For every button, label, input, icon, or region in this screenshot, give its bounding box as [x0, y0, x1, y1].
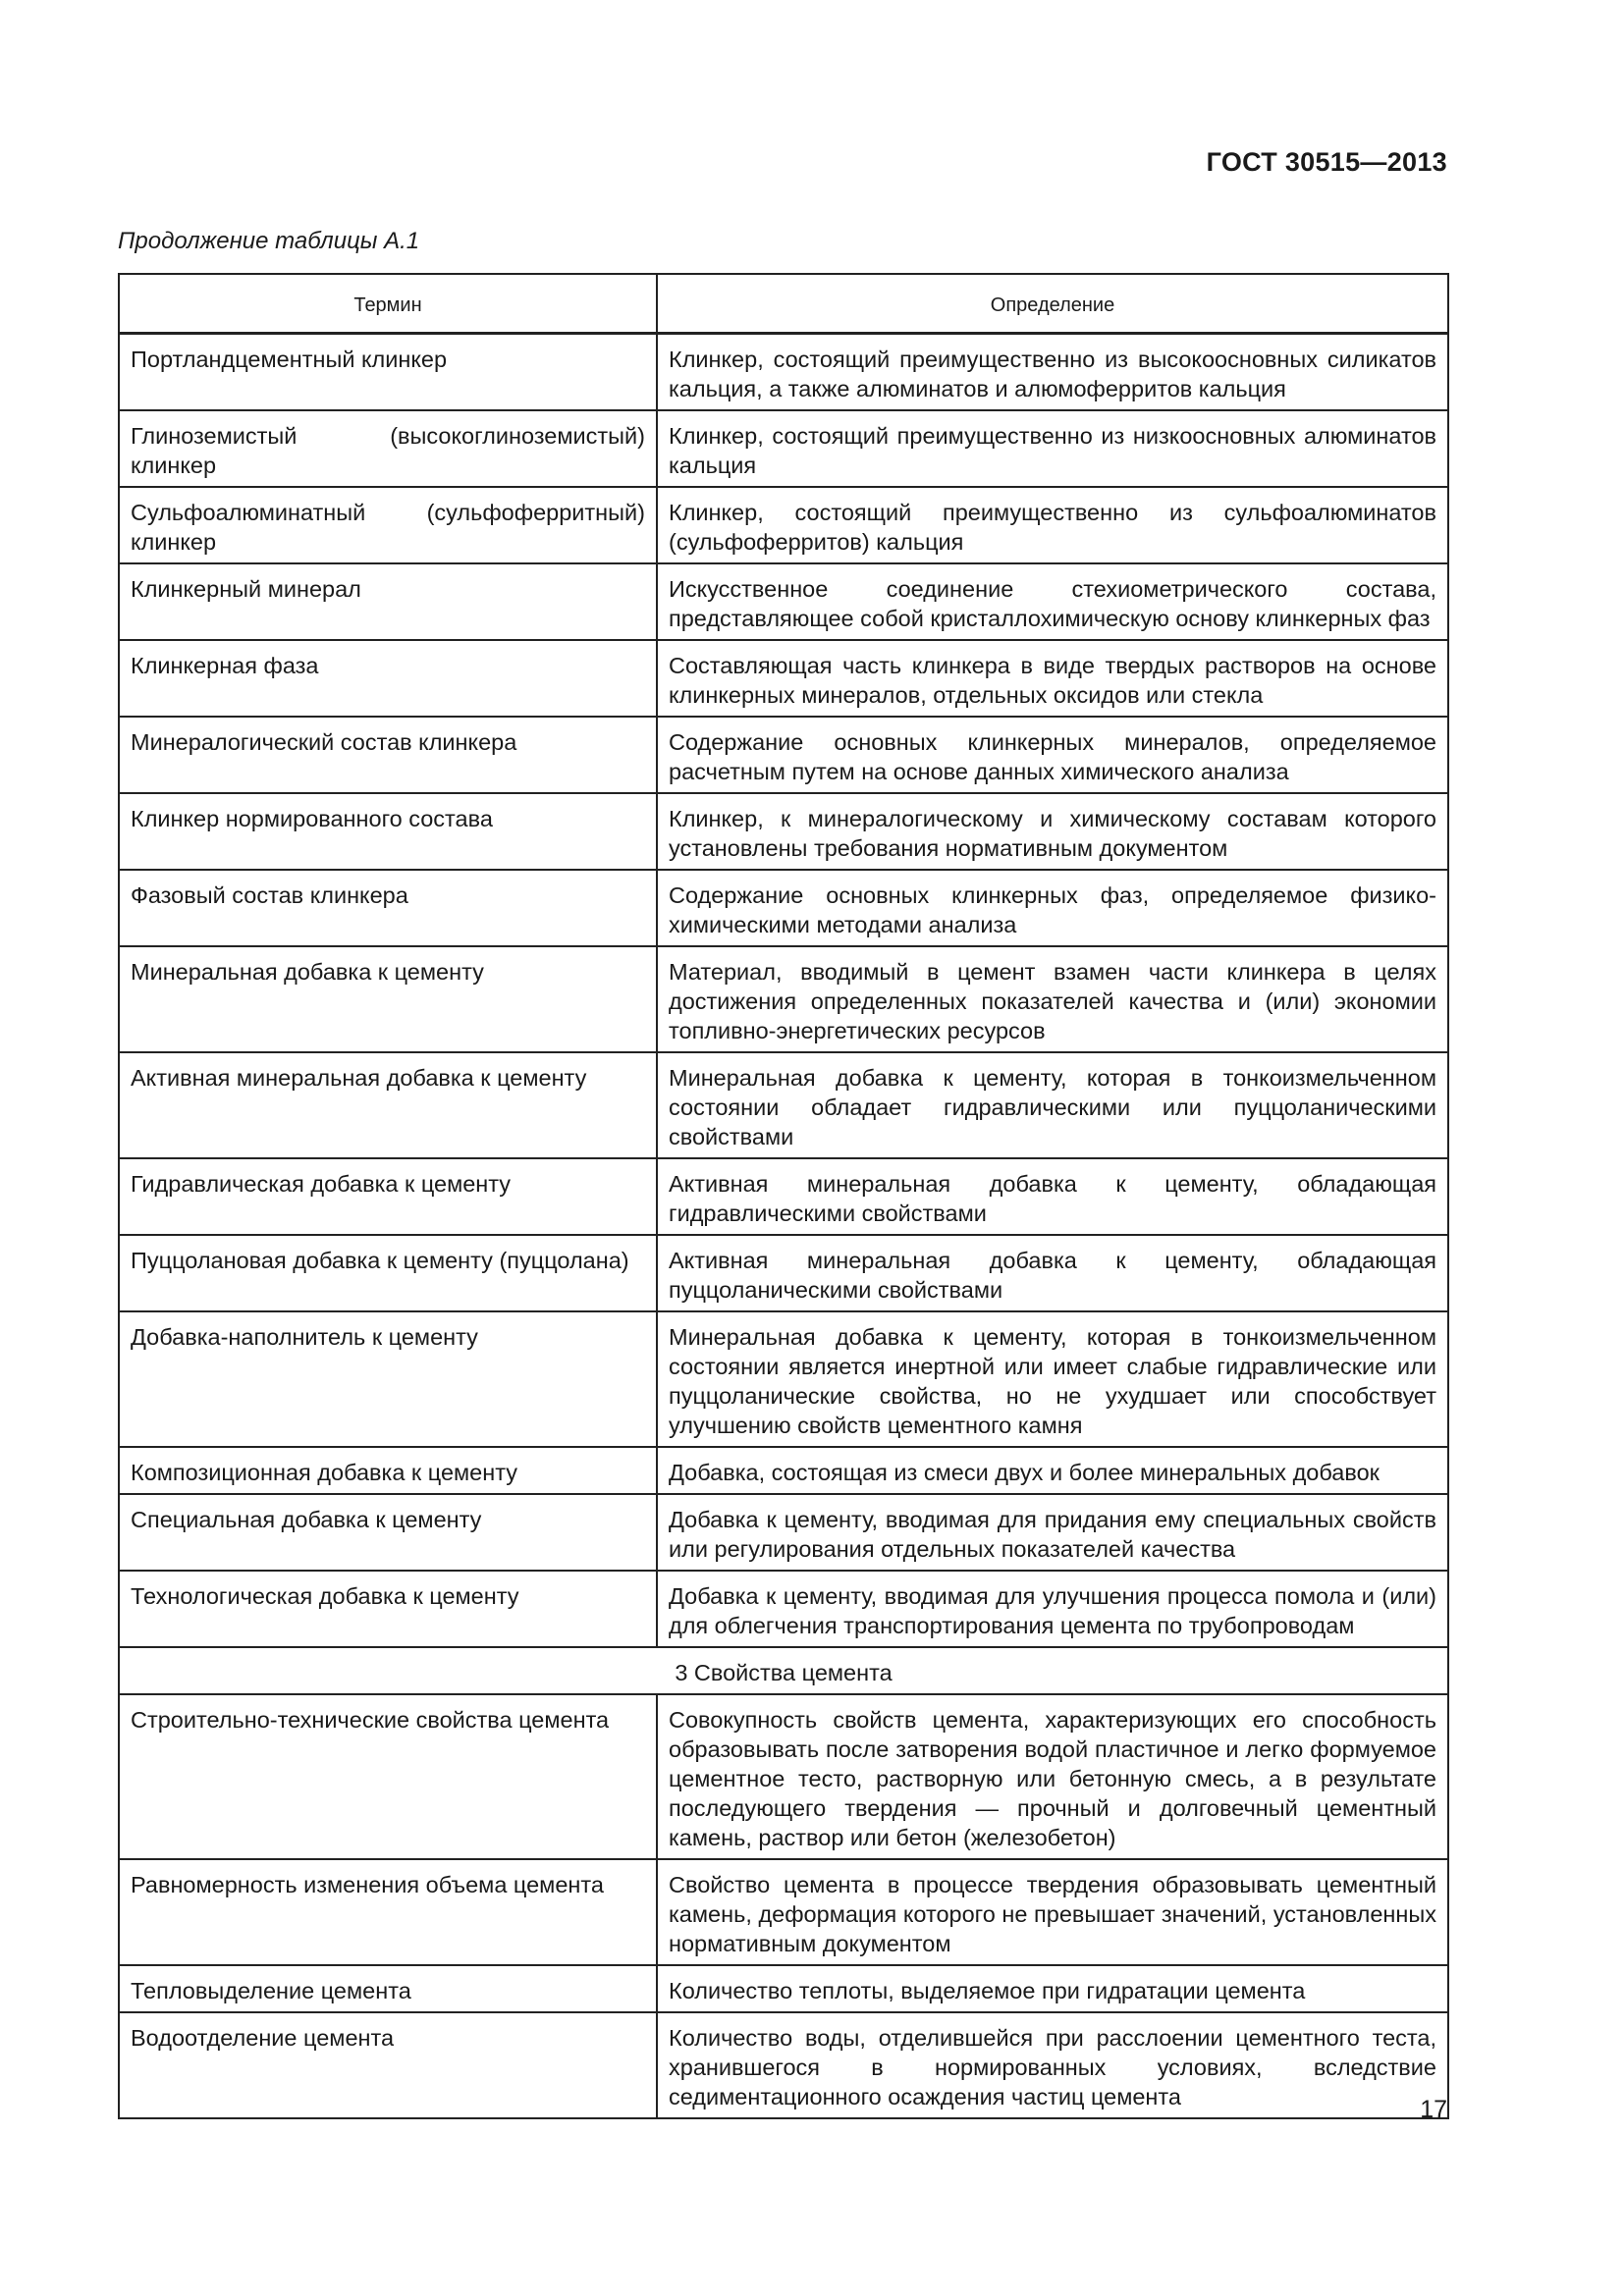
- term-cell: Строительно-технические свойства цемента: [119, 1694, 657, 1859]
- table-row: [119, 2012, 1448, 2118]
- term-cell: Активная минеральная добавка к цементу: [119, 1052, 657, 1158]
- definition-cell: Свойство цемента в процессе твердения образовывать цементный камень, деформация которого не превышает значений, установленных нормативным документом: [657, 1859, 1448, 1965]
- column-header-term: Термин: [119, 274, 657, 333]
- definition-cell: Искусственное соединение стехиометрического состава, представляющее собой кристаллохимическую основу клинкерных фаз: [657, 563, 1448, 640]
- term-cell: Композиционная добавка к цементу: [119, 1447, 657, 1494]
- term-cell: Клинкер нормированного состава: [119, 793, 657, 870]
- table-row: [119, 410, 1448, 487]
- table-row: [119, 640, 1448, 717]
- table-row: [119, 1158, 1448, 1235]
- term-cell: Глиноземистый (высокоглиноземистый) клинкер: [119, 410, 657, 487]
- table-row: [119, 1494, 1448, 1571]
- table-row: [119, 870, 1448, 946]
- table-row: [119, 1859, 1448, 1965]
- table-row: [119, 1965, 1448, 2012]
- definition-cell: Активная минеральная добавка к цементу, обладающая пуццоланическими свойствами: [657, 1235, 1448, 1311]
- definition-cell: Составляющая часть клинкера в виде твердых растворов на основе клинкерных минералов, отдельных оксидов или стекла: [657, 640, 1448, 717]
- term-cell: Равномерность изменения объема цемента: [119, 1859, 657, 1965]
- definition-cell: Совокупность свойств цемента, характеризующих его способность образовывать после затворения водой пластичное и легко формуемое цементное тесто, растворную или бетонную смесь, а в результате последующего твердения — прочный и долговечный цементный камень, раствор или бетон (железобетон): [657, 1694, 1448, 1859]
- term-cell: Клинкерная фаза: [119, 640, 657, 717]
- table-caption: Продолжение таблицы А.1: [118, 228, 420, 254]
- table-row: [119, 1235, 1448, 1311]
- section-heading-row: [119, 1647, 1448, 1694]
- term-cell: Технологическая добавка к цементу: [119, 1571, 657, 1647]
- term-cell: Портландцементный клинкер: [119, 333, 657, 410]
- table-body: [119, 333, 1448, 2118]
- definition-cell: Клинкер, состоящий преимущественно из высокоосновных силикатов кальция, а также алюминатов и алюмоферритов кальция: [657, 333, 1448, 410]
- term-cell: Фазовый состав клинкера: [119, 870, 657, 946]
- term-cell: Клинкерный минерал: [119, 563, 657, 640]
- definition-cell: Добавка к цементу, вводимая для улучшения процесса помола и (или) для облегчения транспортирования цемента по трубопроводам: [657, 1571, 1448, 1647]
- term-cell: Минералогический состав клинкера: [119, 717, 657, 793]
- term-cell: Водоотделение цемента: [119, 2012, 657, 2118]
- term-cell: Сульфоалюминатный (сульфоферритный) клинкер: [119, 487, 657, 563]
- definition-cell: Содержание основных клинкерных минералов, определяемое расчетным путем на основе данных химического анализа: [657, 717, 1448, 793]
- term-cell: Гидравлическая добавка к цементу: [119, 1158, 657, 1235]
- definition-cell: Минеральная добавка к цементу, которая в тонкоизмельченном состоянии обладает гидравлическими или пуццоланическими свойствами: [657, 1052, 1448, 1158]
- definition-cell: Материал, вводимый в цемент взамен части клинкера в целях достижения определенных показателей качества и (или) экономии топливно-энергетических ресурсов: [657, 946, 1448, 1052]
- definition-cell: Минеральная добавка к цементу, которая в тонкоизмельченном состоянии является инертной или имеет слабые гидравлические или пуццоланические свойства, но не ухудшает или способствует улучшению свойств цементного камня: [657, 1311, 1448, 1447]
- table-row: [119, 1571, 1448, 1647]
- definition-cell: Количество воды, отделившейся при расслоении цементного теста, хранившегося в нормированных условиях, вследствие седиментационного осаждения частиц цемента: [657, 2012, 1448, 2118]
- section-heading: 3 Свойства цемента: [119, 1647, 1448, 1694]
- definition-cell: Добавка, состоящая из смеси двух и более минеральных добавок: [657, 1447, 1448, 1494]
- definition-cell: Количество теплоты, выделяемое при гидратации цемента: [657, 1965, 1448, 2012]
- definition-cell: Клинкер, состоящий преимущественно из сульфоалюминатов (сульфоферритов) кальция: [657, 487, 1448, 563]
- table-row: [119, 1694, 1448, 1859]
- column-header-definition: Определение: [657, 274, 1448, 333]
- terms-table: [118, 273, 1449, 2119]
- term-cell: Тепловыделение цемента: [119, 1965, 657, 2012]
- definition-cell: Содержание основных клинкерных фаз, определяемое физико-химическими методами анализа: [657, 870, 1448, 946]
- table-row: [119, 487, 1448, 563]
- table-row: [119, 563, 1448, 640]
- definition-cell: Клинкер, к минералогическому и химическому составам которого установлены требования нормативным документом: [657, 793, 1448, 870]
- table-row: [119, 1311, 1448, 1447]
- page-number: 17: [1420, 2096, 1447, 2123]
- document-code: ГОСТ 30515—2013: [1206, 147, 1447, 177]
- definition-cell: Добавка к цементу, вводимая для придания ему специальных свойств или регулирования отдельных показателей качества: [657, 1494, 1448, 1571]
- term-cell: Пуццолановая добавка к цементу (пуццолана): [119, 1235, 657, 1311]
- table-row: [119, 1052, 1448, 1158]
- definition-cell: Активная минеральная добавка к цементу, обладающая гидравлическими свойствами: [657, 1158, 1448, 1235]
- table-row: [119, 717, 1448, 793]
- table-header: [119, 274, 1448, 333]
- table-header-row: [119, 274, 1448, 333]
- definition-cell: Клинкер, состоящий преимущественно из низкоосновных алюминатов кальция: [657, 410, 1448, 487]
- term-cell: Добавка-наполнитель к цементу: [119, 1311, 657, 1447]
- term-cell: Минеральная добавка к цементу: [119, 946, 657, 1052]
- table-row: [119, 793, 1448, 870]
- table-row: [119, 1447, 1448, 1494]
- table-row: [119, 333, 1448, 410]
- term-cell: Специальная добавка к цементу: [119, 1494, 657, 1571]
- table-row: [119, 946, 1448, 1052]
